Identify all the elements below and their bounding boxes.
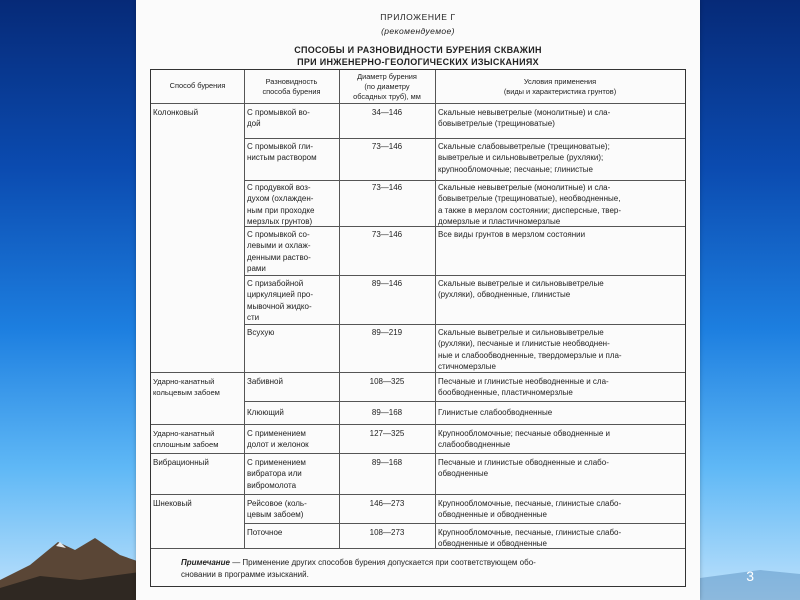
appendix-label: ПРИЛОЖЕНИЕ Г [380,12,456,22]
row-divider [244,180,685,181]
method-name: Ударно-канатный сплошным забоем [153,429,219,450]
header-divider [151,103,685,104]
header-conditions: Условия применения (виды и характеристика грунтов) [503,77,617,96]
row-conditions: Все виды грунтов в мерзлом состоянии [438,230,586,239]
row-variant: С промывкой во- дой [247,108,310,129]
row-conditions: Глинистые слабообводненные [438,408,553,417]
row-conditions: Крупнообломочные, песчаные, глинистые слабо- обводненные и обводненные [438,528,622,549]
row-diameter: 89—168 [371,458,403,467]
row-diameter: 73—146 [371,230,403,239]
row-variant: Забивной [247,377,283,386]
document-page [136,0,700,600]
group-divider [151,494,685,495]
row-variant: С промывкой гли- нистым раствором [247,142,317,163]
note-text: — Применение других способов бурения допускается при соответствующем обо- сновании в программе изысканий. [181,558,536,579]
header-diameter: Диаметр бурения (по диаметру обсадных труб), мм [353,72,421,101]
row-variant: С применением долот и желонок [247,429,309,450]
row-divider [244,324,685,325]
column-divider [435,70,436,548]
row-diameter: 108—273 [369,528,405,537]
row-diameter: 108—325 [369,377,405,386]
column-divider [339,70,340,548]
method-name: Шнековый [153,499,192,508]
row-conditions: Песчаные и глинистые обводненные и слабо- обводненные [438,458,609,479]
row-divider [244,523,685,524]
method-name: Ударно-канатный кольцевым забоем [153,377,220,398]
row-variant: С призабойной циркуляцией про- мывочной жидко- сти [247,279,313,322]
row-conditions: Скальные слабовыветрелые (трещиноватые); выветрелые и сильновыветрелые (рухляки); крупнообломочные; песчаные; глинистые [438,142,610,174]
header-variant: Разновидность способа бурения [262,77,321,96]
row-diameter: 146—273 [369,499,405,508]
row-conditions: Крупнообломочные; песчаные обводненные и слабообводненные [438,429,610,450]
column-divider [244,70,245,548]
header-method: Способ бурения [169,81,226,90]
row-conditions: Скальные невыветрелые (монолитные) и сла- бовыветрелые (трещиноватые), необводненные, а также в мерзлом состоянии; дисперсные, твер- домерзлые и пластичномерзлые [438,183,622,226]
note-label: Примечание [181,558,230,567]
row-variant: С применением вибратора или вибромолота [247,458,306,490]
row-variant: Поточное [247,528,283,537]
method-name: Колонковый [153,108,199,117]
row-diameter: 73—146 [371,183,403,192]
row-divider [244,138,685,139]
row-conditions: Скальные выветрелые и сильновыветрелые (рухляки), обводненные, глинистые [438,279,604,300]
group-divider [151,424,685,425]
row-diameter: 34—146 [371,108,403,117]
row-conditions: Скальные выветрелые и сильновыветрелые (рухляки), песчаные и глинистые необводнен- ные и слабообводненные, твердомерзлые и пла- стичномерзлые [438,328,622,371]
row-divider [244,401,685,402]
row-diameter: 89—146 [371,279,403,288]
row-diameter: 127—325 [369,429,405,438]
slide-number: 3 [746,568,754,584]
drilling-methods-table [150,69,686,587]
table-note [181,557,679,580]
row-variant: Клюющий [247,408,284,417]
row-diameter: 73—146 [371,142,403,151]
document-title-line2: ПРИ ИНЖЕНЕРНО-ГЕОЛОГИЧЕСКИХ ИЗЫСКАНИЯХ [297,57,539,67]
row-conditions: Скальные невыветрелые (монолитные) и сла- бовыветрелые (трещиноватые) [438,108,611,129]
method-name: Вибрационный [153,458,209,467]
row-conditions: Крупнообломочные, песчаные, глинистые слабо- обводненные и обводненные [438,499,622,520]
row-divider [244,275,685,276]
row-diameter: 89—168 [371,408,403,417]
group-divider [151,453,685,454]
recommended-label: (рекомендуемое) [381,26,455,36]
row-conditions: Песчаные и глинистые необводненные и сла- бообводненные, пластичномерзлые [438,377,609,398]
row-variant: С промывкой со- левыми и охлаж- денными раство- рами [247,230,311,273]
row-variant: Всухую [247,328,275,337]
row-variant: С продувкой воз- духом (охлажден- ным при проходке мерзлых грунтов) [247,183,315,226]
row-variant: Рейсовое (коль- цевым забоем) [247,499,307,520]
document-title-line1: СПОСОБЫ И РАЗНОВИДНОСТИ БУРЕНИЯ СКВАЖИН [294,45,542,55]
row-diameter: 89—219 [371,328,403,337]
